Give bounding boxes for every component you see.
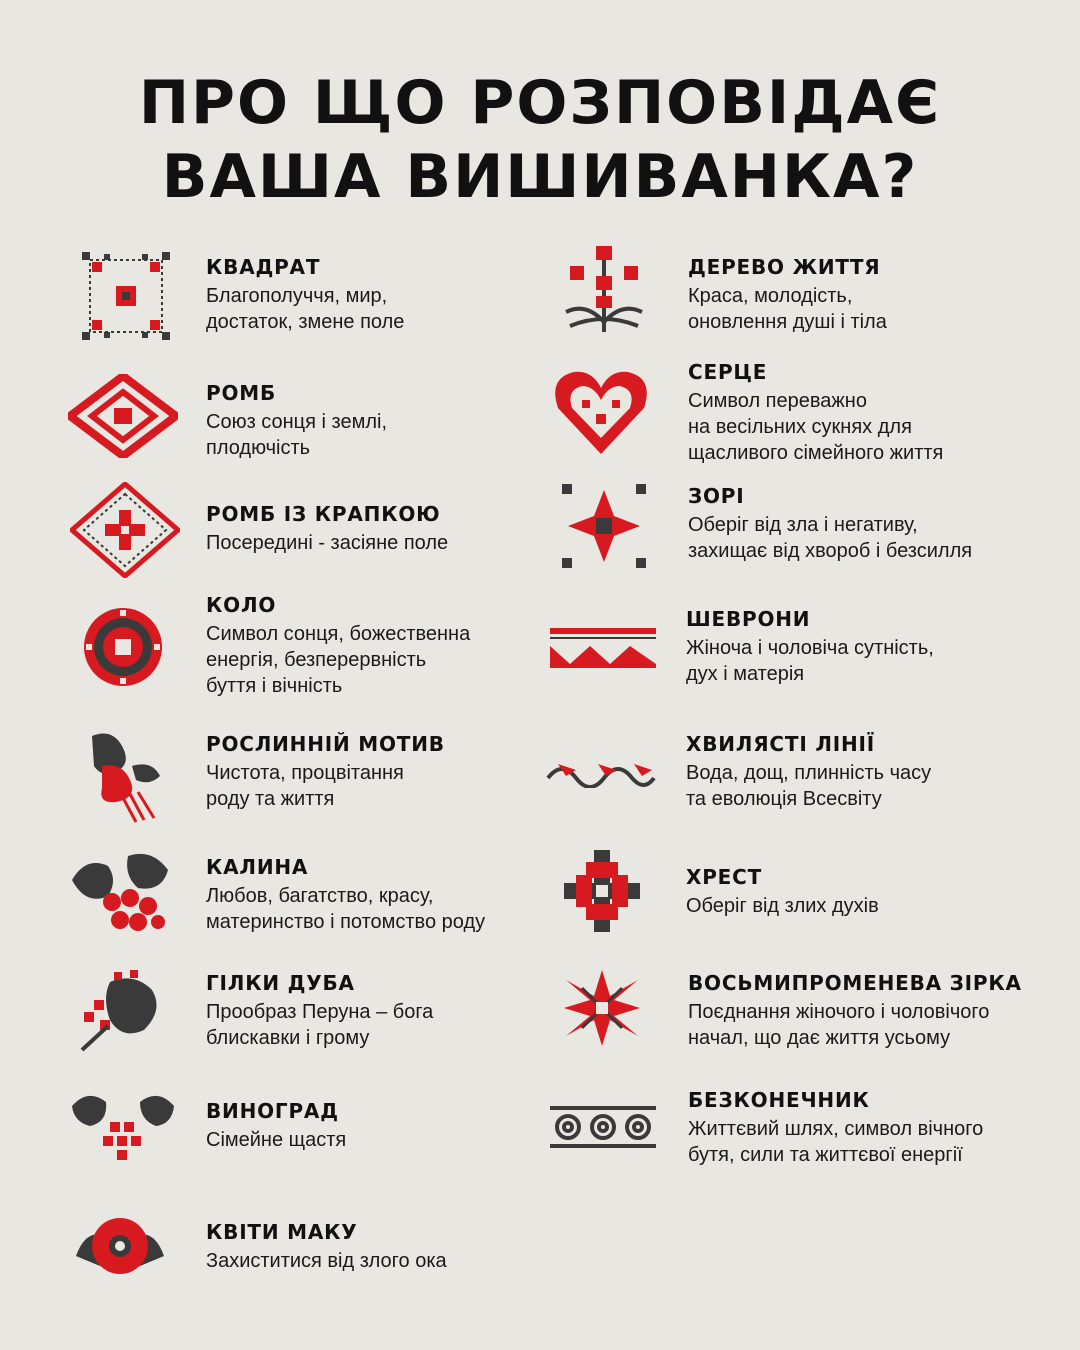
motif-name: ВОСЬМИПРОМЕНЕВА ЗІРКА xyxy=(688,971,1022,995)
motif-desc: Союз сонця і землі, плодючість xyxy=(206,411,388,459)
motif-desc: Вода, дощ, плинність часу та еволюція Всесвіту xyxy=(686,762,932,810)
chevron-ornament-icon xyxy=(550,626,656,668)
page-title: ПРО ЩО РОЗПОВІДАЄ ВАША ВИШИВАНКА? xyxy=(138,68,942,212)
motif-name: РОМБ xyxy=(206,381,277,405)
motif-desc: Символ переважно на весільних сукнях для щасливого сімейного життя xyxy=(688,390,944,464)
motif-name: ХВИЛЯСТІ ЛІНІЇ xyxy=(686,732,876,756)
motif-name: БЕЗКОНЕЧНИК xyxy=(688,1088,870,1112)
motif-desc: Жіноча і чоловіча сутність, дух і матерія xyxy=(686,637,934,685)
square-ornament-icon xyxy=(78,248,174,344)
motif-desc: Любов, багатство, красу, материнство і потомство роду xyxy=(206,885,486,933)
motif-desc: Життєвий шлях, символ вічного бутя, сили та життєвої енергії xyxy=(688,1118,984,1166)
motif-desc: Посередині - засіяне поле xyxy=(206,532,449,554)
motif-desc: Захиститися від злого ока xyxy=(206,1250,447,1272)
poppy-icon xyxy=(70,1206,170,1290)
heart-ornament-icon xyxy=(552,364,650,458)
motif-name: ЗОРІ xyxy=(688,484,745,508)
cross-ornament-icon xyxy=(562,848,642,934)
circle-ornament-icon xyxy=(80,604,166,690)
oak-branch-icon xyxy=(74,966,166,1056)
motif-name: КВАДРАТ xyxy=(206,255,321,279)
motif-desc: Оберіг від зла і негативу, захищає від хвороб і безсилля xyxy=(688,514,973,562)
motif-name: ХРЕСТ xyxy=(686,865,763,889)
motif-name: СЕРЦЕ xyxy=(688,360,768,384)
motif-desc: Чистота, процвітання роду та життя xyxy=(206,762,404,810)
motif-name: КОЛО xyxy=(206,593,277,617)
motif-name: РОСЛИННІЙ МОТИВ xyxy=(206,732,445,756)
plant-motif-icon xyxy=(82,726,166,824)
motif-desc: Прообраз Перуна – бога блискавки і грому xyxy=(206,1001,434,1049)
infinity-ornament-icon xyxy=(550,1106,656,1148)
motif-name: РОМБ ІЗ КРАПКОЮ xyxy=(206,502,441,526)
motif-name: ШЕВРОНИ xyxy=(686,607,811,631)
motif-name: ДЕРЕВО ЖИТТЯ xyxy=(688,255,881,279)
motif-desc: Символ сонця, божественна енергія, безперервність буття і вічність xyxy=(206,623,471,697)
motif-name: ГІЛКИ ДУБА xyxy=(206,971,355,995)
motif-desc: Сімейне щастя xyxy=(206,1129,347,1151)
eight-point-star-icon xyxy=(562,968,642,1048)
wave-ornament-icon xyxy=(546,760,656,788)
motif-name: КВІТИ МАКУ xyxy=(206,1220,358,1244)
motif-name: КАЛИНА xyxy=(206,855,309,879)
motif-desc: Оберіг від злих духів xyxy=(686,895,879,917)
grape-icon xyxy=(68,1086,178,1172)
motif-desc: Поєднання жіночого і чоловічого начал, що дає життя усьому xyxy=(688,1001,990,1049)
rhombus-dot-ornament-icon xyxy=(70,482,180,578)
rhombus-ornament-icon xyxy=(68,374,178,458)
motif-desc: Краса, молодість, оновлення душі і тіла xyxy=(688,285,887,333)
tree-of-life-icon xyxy=(556,242,652,338)
stars-ornament-icon xyxy=(560,482,648,570)
viburnum-icon xyxy=(68,850,174,934)
motif-desc: Благополуччя, мир, достаток, змене поле xyxy=(206,285,405,333)
motif-name: ВИНОГРАД xyxy=(206,1099,339,1123)
